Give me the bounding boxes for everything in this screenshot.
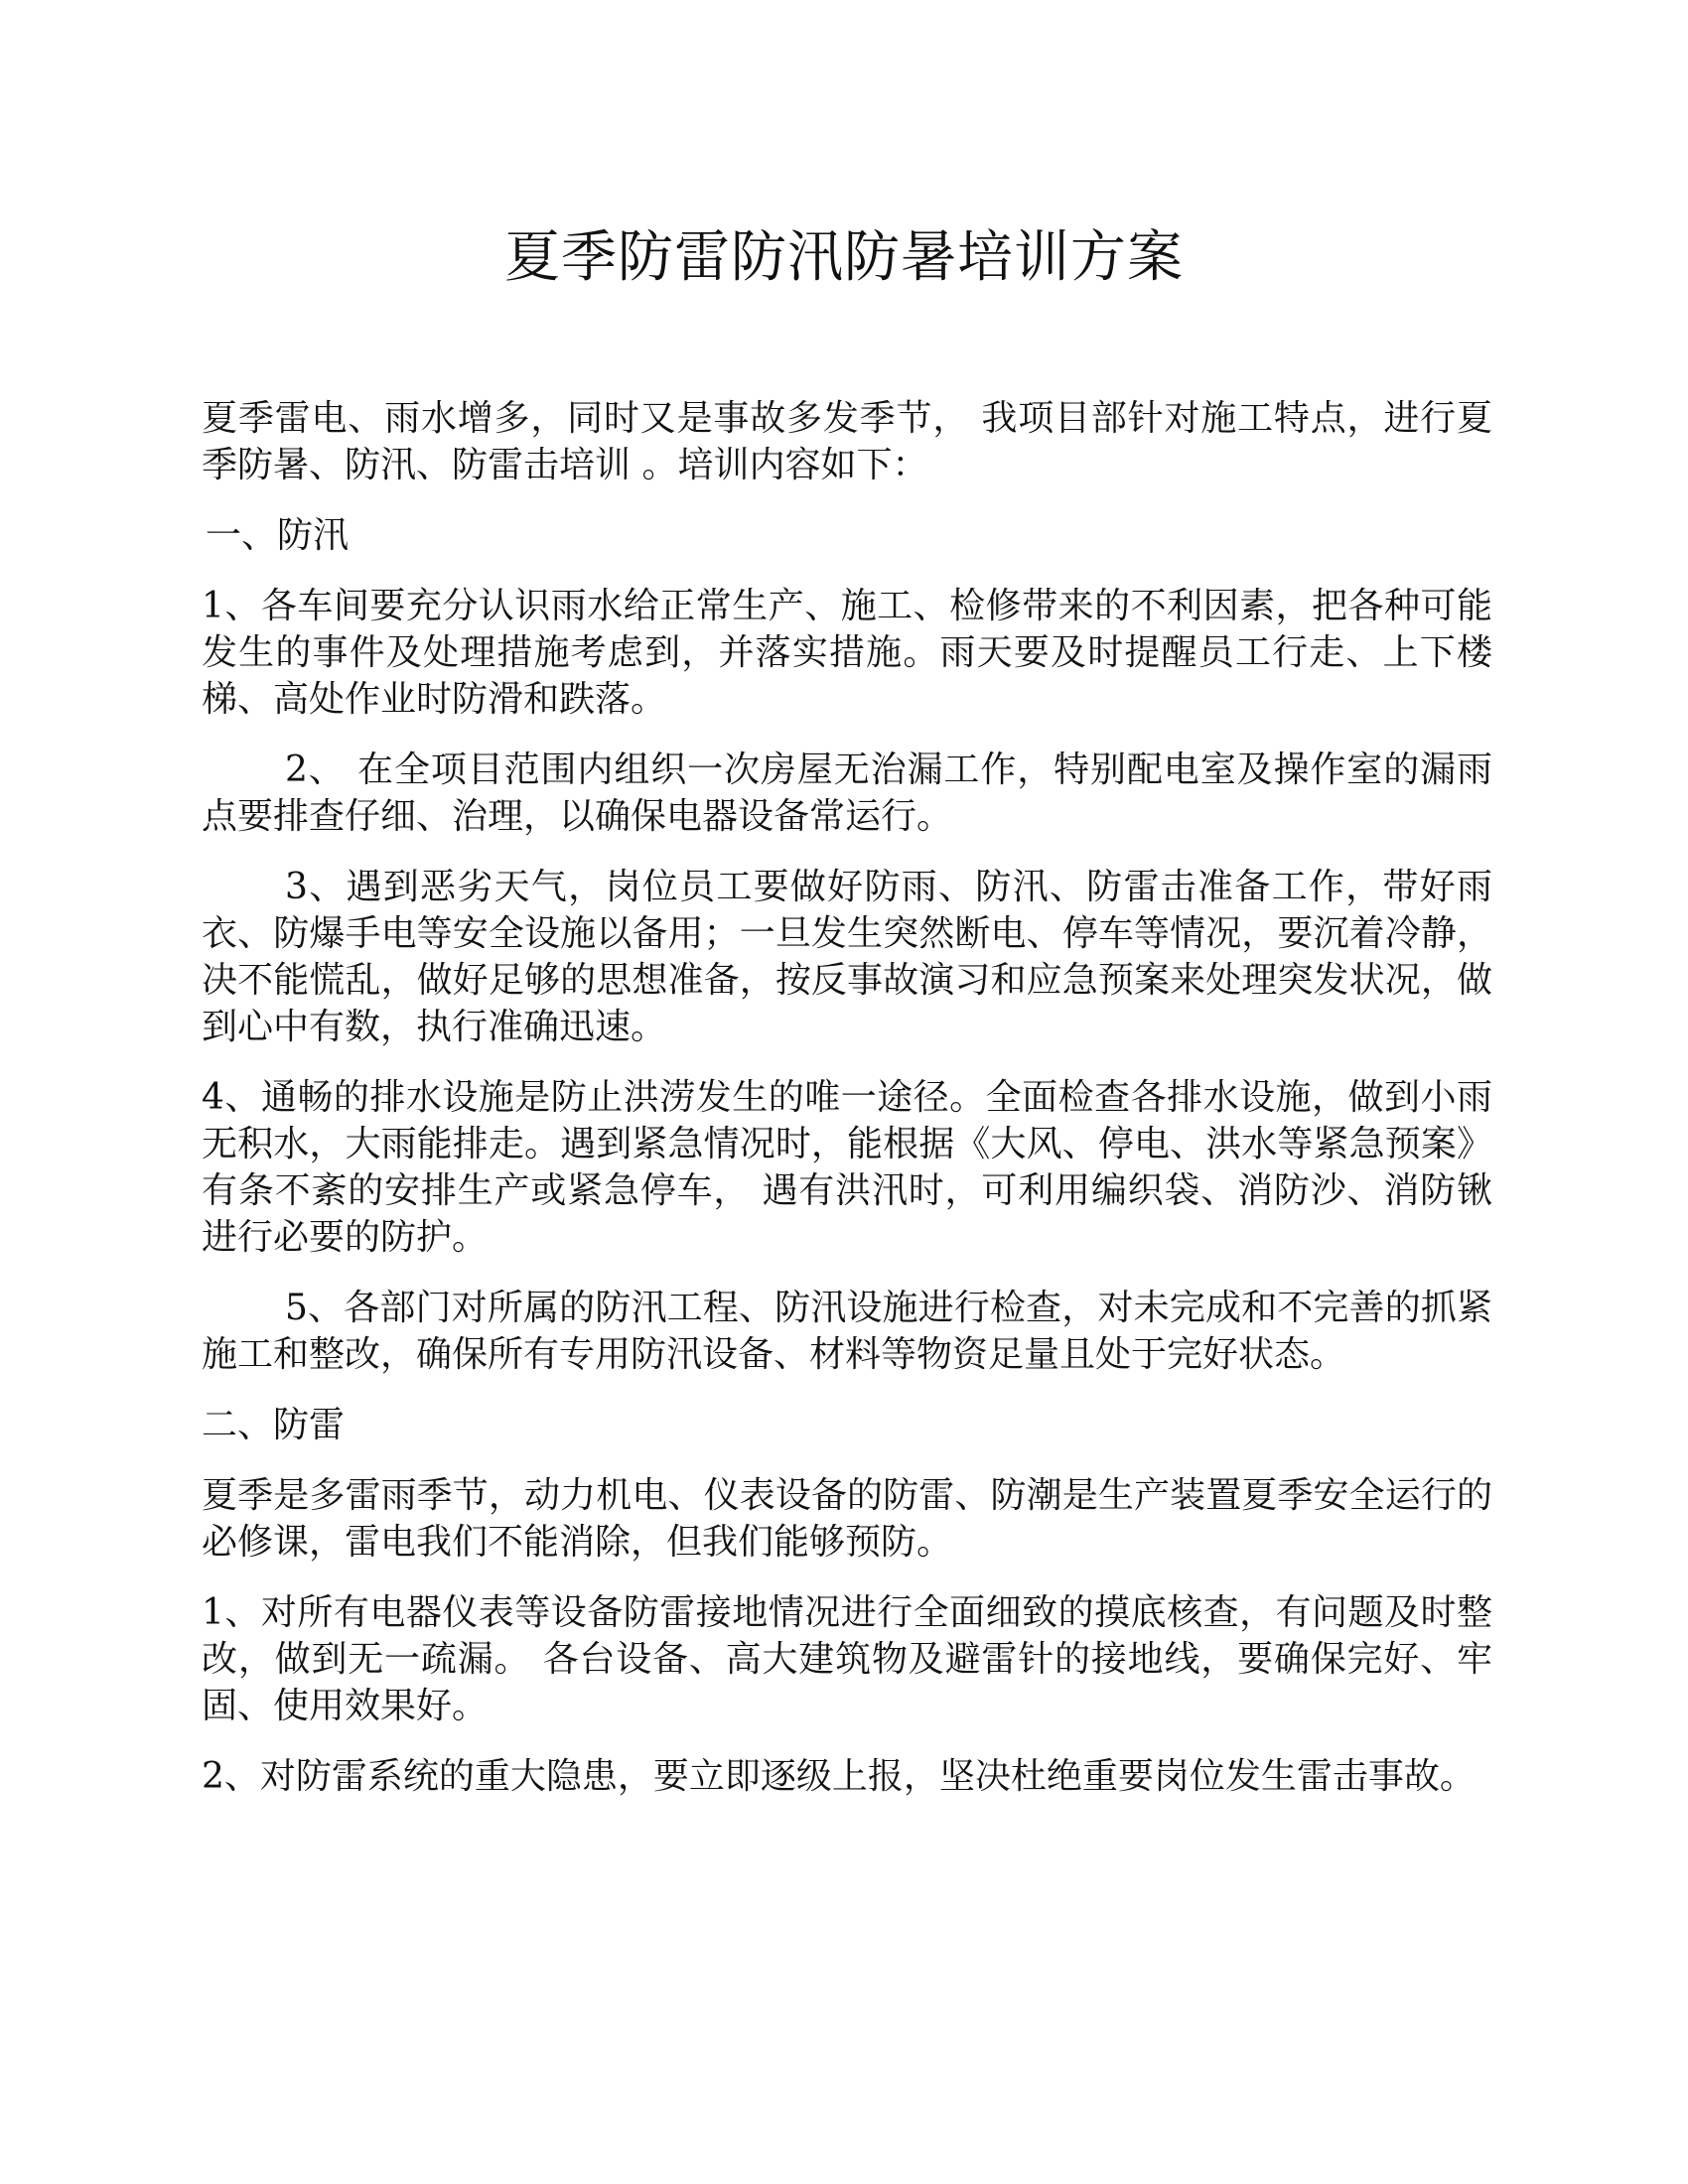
section-heading-lightning-protection: 二、防雷	[202, 1405, 346, 1445]
intro-paragraph: 夏季雷电、雨水增多，同时又是事故多发季节， 我项目部针对施工特点，进行夏季防暑、防汛、防雷击培训 。培训内容如下：	[202, 398, 1492, 485]
flood-item-2: 2、 在全项目范围内组织一次房屋无治漏工作，特别配电室及操作室的漏雨点要排查仔细、治理，以确保电器设备常运行。	[202, 750, 1492, 837]
lightning-item-2: 2、对防雷系统的重大隐患，要立即逐级上报，坚决杜绝重要岗位发生雷击事故。	[202, 1756, 1476, 1797]
section-heading-flood-prevention: 一、防汛	[206, 515, 350, 556]
document-title: 夏季防雷防汛防暑培训方案	[504, 225, 1184, 290]
document-body	[202, 395, 1492, 1824]
flood-item-4: 4、通畅的排水设施是防止洪涝发生的唯一途径。全面检查各排水设施，做到小雨无积水，大雨能排走。遇到紧急情况时，能根据《大风、停电、洪水等紧急预案》有条不紊的安排生产或紧急停车， 遇有洪汛时，可利用编织袋、消防沙、消防锹进行必要的防护。	[202, 1077, 1492, 1258]
lightning-intro-paragraph: 夏季是多雷雨季节，动力机电、仪表设备的防雷、防潮是生产装置夏季安全运行的必修课，雷电我们不能消除，但我们能够预防。	[202, 1475, 1492, 1563]
lightning-item-1: 1、对所有电器仪表等设备防雷接地情况进行全面细致的摸底核查，有问题及时整改，做到无一疏漏。 各台设备、高大建筑物及避雷针的接地线，要确保完好、牢固、使用效果好。	[202, 1592, 1492, 1726]
flood-item-5: 5、各部门对所属的防汛工程、防汛设施进行检查，对未完成和不完善的抓紧施工和整改，确保所有专用防汛设备、材料等物资足量且处于完好状态。	[202, 1288, 1492, 1375]
flood-item-3: 3、遇到恶劣天气，岗位员工要做好防雨、防汛、防雷击准备工作，带好雨衣、防爆手电等安全设施以备用；一旦发生突然断电、停车等情况，要沉着冷静，决不能慌乱，做好足够的思想准备，按反事故演习和应急预案来处理突发状况，做到心中有数，执行准确迅速。	[202, 867, 1492, 1047]
flood-item-1: 1、各车间要充分认识雨水给正常生产、施工、检修带来的不利因素，把各种可能发生的事件及处理措施考虑到，并落实措施。雨天要及时提醒员工行走、上下楼梯、高处作业时防滑和跌落。	[202, 586, 1492, 720]
